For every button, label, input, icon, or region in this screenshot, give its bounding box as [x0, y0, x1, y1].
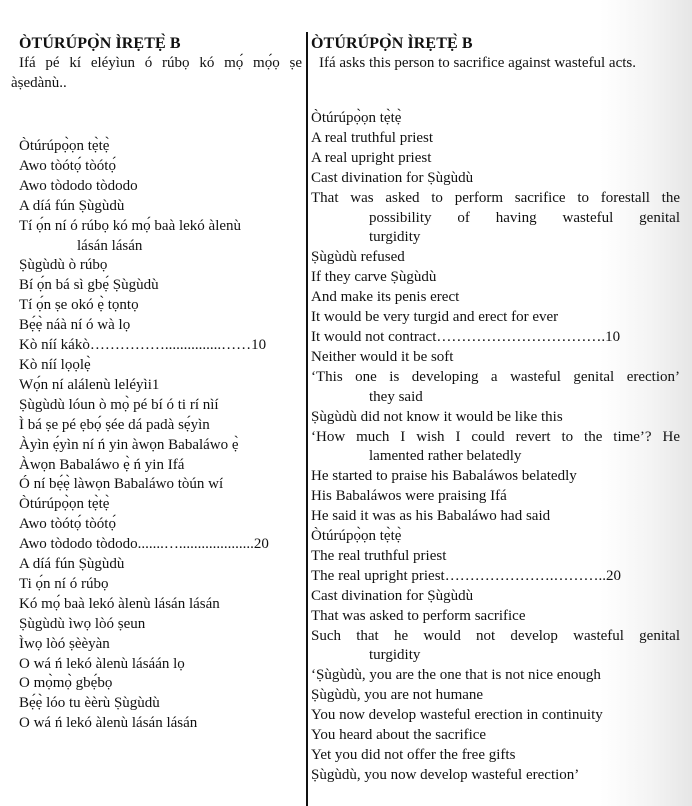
verse-line-part: Such that he would not develop wasteful genital	[311, 627, 680, 644]
verse-line: A real truthful priest	[311, 129, 434, 146]
verse-line: Kó mọ́ baà lekó àlenù lásán lásán	[19, 595, 220, 612]
verse-line: Ṣùgùdù did not know it would be like this	[311, 408, 563, 425]
english-verse	[311, 109, 680, 786]
verse-line: Kò níí lọọlẹ̀	[19, 356, 91, 373]
yoruba-title: ÒTÚRÚPỌ̀N ÌRẸTẸ̀ B	[19, 35, 181, 52]
verse-line-numbered: It would not contract…………………………….10	[311, 328, 621, 345]
verse-line: O mọ̀mọ̀ gbẹ́bọ	[19, 675, 113, 692]
english-title: ÒTÚRÚPỌ̀N ÌRẸTẸ̀ B	[311, 35, 473, 52]
verse-line: It would be very turgid and erect for ever	[311, 309, 559, 326]
verse-line: Ṣùgùdù, you are not humane	[311, 687, 484, 704]
verse-line	[19, 217, 302, 257]
verse-line: Wọ́n ní alálenù leléyìi1	[19, 376, 160, 393]
verse-line: Bẹ́ẹ̀ lóo tu èèrù Ṣùgùdù	[19, 695, 160, 712]
verse-line-continuation: lásán lásán	[77, 237, 143, 254]
verse-line	[311, 189, 680, 249]
verse-line-text	[311, 189, 680, 209]
verse-line: A real upright priest	[311, 149, 432, 166]
verse-line	[311, 368, 680, 408]
verse-line: You heard about the sacrifice	[311, 727, 487, 744]
verse-line: O wá ń lekó àlenù lásáán lọ	[19, 655, 185, 672]
verse-line	[311, 428, 680, 468]
verse-line: Ó ní bẹ́ẹ̀ làwọn Babaláwo tòún wí	[19, 476, 224, 493]
verse-line: Ìwọ lòó ṣèèyàn	[19, 635, 110, 652]
yoruba-summary: Ifá pé kí eléyìun ó rúbọ kó mọ́ mọ́ọ ṣe àṣedànù..	[11, 55, 302, 91]
verse-line: Cast divination for Ṣùgùdù	[311, 169, 474, 186]
verse-line: Tí ọ́n ṣe okó ẹ̀ tọntọ	[19, 297, 139, 314]
verse-line: His Babaláwos were praising Ifá	[311, 488, 507, 505]
verse-line: And make its penis erect	[311, 289, 460, 306]
verse-line: A díá fún Ṣùgùdù	[19, 556, 125, 573]
verse-line: Ṣùgùdù ò rúbọ	[19, 257, 108, 274]
verse-line: O wá ń lekó àlenù lásán lásán	[19, 715, 198, 732]
verse-line: Neither would it be soft	[311, 348, 454, 365]
verse-line-numbered: The real upright priest………………….………..20	[311, 567, 621, 584]
verse-line: Yet you did not offer the free gifts	[311, 747, 516, 763]
verse-line: A díá fún Ṣùgùdù	[19, 197, 125, 214]
verse-line-continuation: lamented rather belatedly	[369, 448, 522, 465]
verse-line: ‘Ṣùgùdù, you are the one that is not nice enough	[311, 667, 601, 684]
verse-line: Òtúrúpọ̀ọn tẹ̀tẹ̀	[19, 496, 110, 513]
verse-line: Ṣùgùdù ìwọ lòó ṣeun	[19, 615, 146, 632]
verse-line-part: ‘How much I wish I could revert to the time’? He	[311, 428, 680, 445]
verse-line-part: possibility of having wasteful genital	[369, 209, 680, 226]
verse-line	[311, 627, 680, 667]
verse-line-continuation: turgidity	[369, 647, 421, 664]
verse-line: Ṣùgùdù lóun ò mọ̀ pé bí ó ti rí nìí	[19, 396, 219, 413]
verse-line: Òtúrúpọ̀ọn tẹ̀tẹ̀	[19, 138, 110, 154]
column-divider	[306, 32, 308, 806]
verse-line: Àwọn Babaláwo ẹ̀ ń yin Ifá	[19, 456, 185, 473]
verse-line-continuation	[311, 209, 680, 229]
english-column	[311, 34, 680, 783]
verse-line: He started to praise his Babaláwos belatedly	[311, 468, 577, 485]
verse-line-continuation: they said	[369, 388, 423, 405]
verse-line-part: That was asked to perform sacrifice to forestall the	[311, 189, 680, 206]
verse-line: Bí ọ́n bá sì gbẹ́ Ṣùgùdù	[19, 277, 159, 294]
verse-line: If they carve Ṣùgùdù	[311, 269, 437, 286]
verse-line: Àyìn ẹ́yìn ní ń yin àwọn Babaláwo ẹ̀	[19, 436, 239, 453]
english-summary: Ifá asks this person to sacrifice against wasteful acts.	[319, 55, 636, 71]
verse-line-text	[311, 627, 680, 647]
verse-line-text	[311, 368, 680, 388]
verse-line-continuation: turgidity	[369, 229, 421, 246]
verse-line-text: Tí ọ́n ní ó rúbọ kó mọ́ baà lekó àlenù	[19, 217, 242, 234]
verse-line-numbered: Awo tòdodo tòdodo.......…....................20	[19, 536, 269, 553]
verse-line-numbered: Kò níí kákò……………...............……10	[19, 337, 267, 354]
verse-line: The real truthful priest	[311, 547, 447, 564]
verse-line: Ṣùgùdù refused	[311, 249, 405, 266]
verse-line: You now develop wasteful erection in continuity	[311, 707, 603, 724]
verse-line: Òtúrúpọ̀ọn tẹ̀tẹ̀	[311, 110, 402, 126]
verse-line: Awo tòótọ́ tòótọ́	[19, 157, 116, 174]
verse-line: Ṣùgùdù, you now develop wasteful erection’	[311, 766, 580, 783]
verse-line-text	[311, 428, 680, 448]
verse-line: Awo tòdodo tòdodo	[19, 177, 138, 194]
verse-line: Awo tòótọ́ tòótọ́	[19, 516, 116, 533]
verse-line: Ti ọ́n ní ó rúbọ	[19, 575, 109, 592]
yoruba-verse	[19, 137, 302, 734]
verse-line: Bẹ́ẹ̀ náà ní ó wà lọ	[19, 317, 131, 334]
verse-line: Ì bá ṣe pé ẹbọ́ ṣée dá padà sẹ́yìn	[19, 416, 210, 433]
verse-line: He said it was as his Babaláwo had said	[311, 508, 551, 525]
verse-line: Cast divination for Ṣùgùdù	[311, 587, 474, 604]
yoruba-column	[11, 34, 302, 732]
verse-line-part: ‘This one is developing a wasteful genital erection’	[311, 368, 680, 385]
verse-line: Òtúrúpọ̀ọn tẹ̀tẹ̀	[311, 528, 402, 545]
verse-line: That was asked to perform sacrifice	[311, 607, 526, 624]
